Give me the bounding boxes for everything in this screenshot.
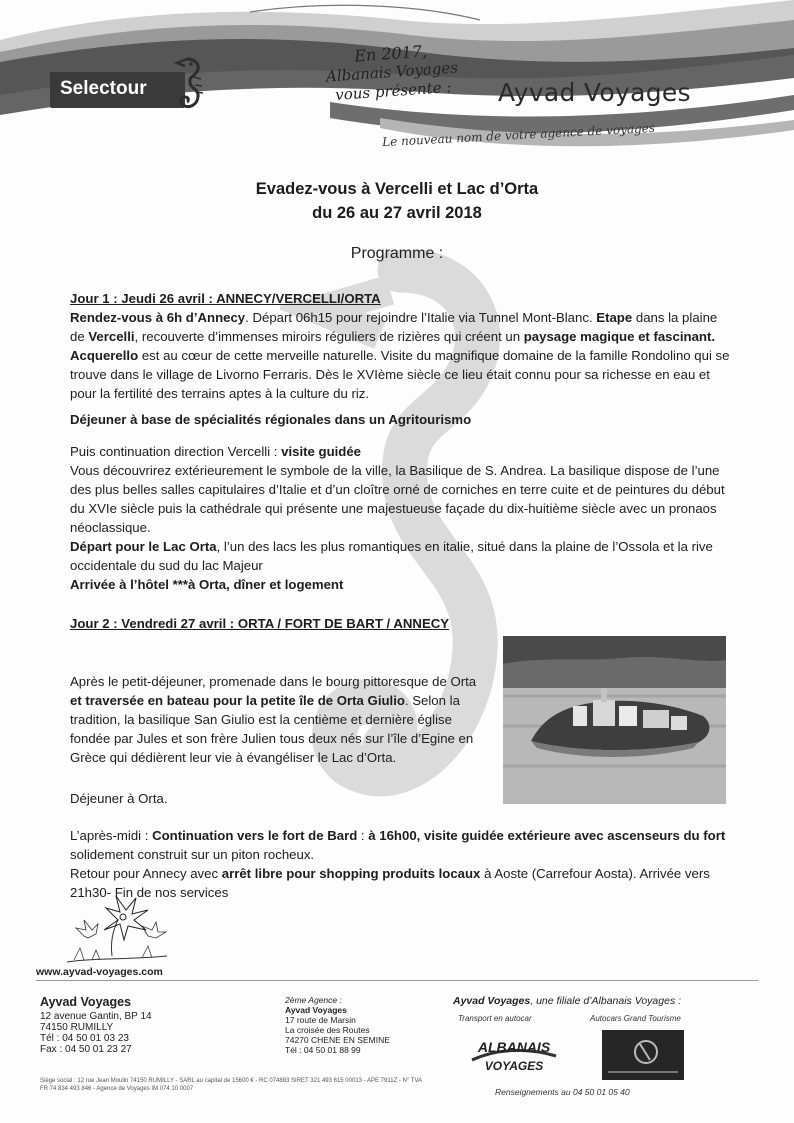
day1-text: est au cœur de cette merveille naturelle. Visite du magnifique domaine de la famille Rondolino qui se trouve dans le village de Livorno Ferraris. Dès le XVIème siècle ce lieu était connu pour sa richesse en eau et pour la fertilité des terrains aptes à la culture du riz. <box>70 348 730 401</box>
agency2-phone: Tél : 04 50 01 88 99 <box>285 1045 361 1055</box>
day1-text-bold: Etape <box>596 310 633 325</box>
day1-text: Puis continuation direction Vercelli : <box>70 444 282 459</box>
page-subtitle-dates: du 26 au 27 avril 2018 <box>312 204 482 222</box>
footer-divider <box>36 980 758 981</box>
day1-basilica-paragraph: Vous découvrirez extérieurement le symbole de la ville, la Basilique de S. Andrea. La basilique dispose de l’une des plus belles salles capitulaires d’Italie et d’un cloître orné de corniches en terre cuite et de peintures du début du XVIe siècle puis la cathédrale qui présente une majestueuse façade du dix-huitième siècle avec un pronaos néoclassique. <box>70 463 725 535</box>
note-line-3: vous présente : <box>334 77 452 104</box>
agency2-name: Ayvad Voyages <box>285 1005 347 1015</box>
subsidiary-brand: Ayvad Voyages <box>453 995 531 1007</box>
grand-tourisme-logo <box>602 1030 684 1080</box>
albanais-logo-line1: ALBANAIS <box>477 1039 551 1055</box>
reservations-phone: Renseignements au 04 50 01 05 40 <box>495 1087 630 1097</box>
handwritten-note <box>320 39 464 106</box>
agency1-city: 74150 RUMILLY <box>40 1022 114 1033</box>
day2-text-bold: et traversée en bateau pour la petite île de Orta Giulio <box>70 693 405 708</box>
day2-text: L’après-midi : <box>70 828 153 843</box>
day2-text-bold: Continuation vers le fort de Bard <box>152 828 358 843</box>
albanais-logo-line2: VOYAGES <box>484 1059 544 1073</box>
transport-label: Transport en autocar <box>458 1014 532 1023</box>
website-link[interactable]: www.ayvad-voyages.com <box>36 966 163 978</box>
day1-paragraph <box>70 308 735 403</box>
note-line-1: En 2017, <box>353 41 428 66</box>
subsidiary-line <box>453 995 681 1007</box>
day1-lunch: Déjeuner à base de spécialités régionales dans un Agritourismo <box>70 412 472 427</box>
agency2-street: 17 route de Marsin <box>285 1015 356 1025</box>
day1-meeting-time: Rendez-vous à 6h d’Annecy <box>70 310 246 325</box>
day1-text: , recouverte d’immenses miroirs réguliers de rizières qui créent un <box>134 329 524 344</box>
agency1-address <box>40 997 152 1055</box>
day1-text-bold: Départ pour le Lac Orta <box>70 539 217 554</box>
day1-afternoon-section <box>70 442 735 594</box>
agency2-locality: La croisée des Routes <box>285 1025 370 1035</box>
day1-section <box>70 289 735 403</box>
day1-lunch-section <box>70 410 735 429</box>
selectour-badge: Selectour <box>50 72 185 108</box>
day2-text-bold: arrêt libre pour shopping produits locaux <box>221 866 481 881</box>
day1-hotel-line: Arrivée à l’hôtel ***à Orta, dîner et logement <box>70 577 344 592</box>
day1-text-bold: Vercelli <box>88 329 135 344</box>
agency1-street: 12 avenue Gantin, BP 14 <box>40 1011 152 1022</box>
day2-heading: Jour 2 : Vendredi 27 avril : ORTA / FORT DE BART / ANNECY <box>70 616 450 631</box>
day1-text-bold: paysage magique et fascinant. <box>523 329 716 344</box>
day2-afternoon-paragraph <box>70 826 735 864</box>
agency1-name: Ayvad Voyages <box>40 995 132 1009</box>
flower-drawing-icon <box>62 890 172 968</box>
legal-mentions: Siège social : 12 rue Jean Moulin 74150 RUMILLY - SARL au capital de 15600 € - RC 074883 SIRET 321 493 615 00013 - APE 7911Z - N° TVA FR 74 834 493 846 - Agence de Voyages IM 074 10 0007 <box>40 1078 422 1092</box>
day2-text: Après le petit-déjeuner, promenade dans le bourg pittoresque de Orta <box>70 674 477 689</box>
day1-heading: Jour 1 : Jeudi 26 avril : ANNECY/VERCELLI/ORTA <box>70 291 381 306</box>
brand-title: Ayvad Voyages <box>498 78 691 107</box>
agency2-city: 74270 CHENE EN SEMINE <box>285 1035 390 1045</box>
albanais-voyages-logo-icon <box>468 1030 560 1076</box>
day1-text-bold: visite guidée <box>281 444 362 459</box>
page-header <box>0 0 794 165</box>
day1-text: , l’un des lacs les plus romantiques en italie, situé dans la plaine de l’Ossola et la rive occidentale du sud du lac Majeur <box>70 539 713 573</box>
day2-text: : <box>357 828 369 843</box>
day2-morning-section <box>70 672 490 767</box>
day2-section <box>70 614 735 633</box>
agency2-address <box>285 995 390 1055</box>
day2-text: . Selon la tradition, la basilique San Giulio est la centième et dernière église fondée par Jules et son frère Julien tous deux nés sur l’île d’Egine en Grèce qui dédièrent leur vie à évangéliser le Lac d’Orta. <box>70 693 474 765</box>
subsidiary-text: , une filiale d’Albanais Voyages : <box>530 995 682 1007</box>
day2-morning-paragraph <box>70 672 490 767</box>
programme-heading: Programme : <box>350 245 444 262</box>
day2-text-bold: à 16h00, visite guidée extérieure avec ascenseurs du fort <box>368 828 726 843</box>
grand-tourisme-logo-icon <box>602 1030 684 1080</box>
day1-visit-line <box>70 442 735 461</box>
orta-island-photo <box>503 636 726 804</box>
agency1-fax: Fax : 04 50 01 23 27 <box>40 1044 132 1055</box>
day2-text: Retour pour Annecy avec <box>70 866 222 881</box>
day2-text: solidement construit sur un piton rocheux. <box>70 847 315 862</box>
grand-tourisme-label: Autocars Grand Tourisme <box>590 1014 681 1023</box>
day1-departure-paragraph <box>70 537 735 575</box>
day2-lunch: Déjeuner à Orta. <box>70 791 168 806</box>
day1-text-bold: Acquerello <box>70 348 139 363</box>
page-title: Evadez-vous à Vercelli et Lac d’Orta <box>255 180 539 198</box>
orta-island-photo-image <box>503 636 726 804</box>
agency1-phone: Tél : 04 50 01 03 23 <box>40 1033 129 1044</box>
day1-text: . Départ 06h15 pour rejoindre l’Italie via Tunnel Mont-Blanc. <box>245 310 597 325</box>
brand-tagline: Le nouveau nom de votre agence de voyages <box>381 120 656 150</box>
agency2-label: 2ème Agence : <box>285 995 342 1005</box>
seahorse-logo-icon <box>163 55 209 115</box>
day1-text: dans la plaine de <box>70 310 718 344</box>
note-line-2: Albanais Voyages <box>325 58 459 86</box>
day2-lunch-section <box>70 789 735 808</box>
day2-text: à Aoste (Carrefour Aosta). Arrivée vers 21h30- Fin de nos services <box>70 866 710 900</box>
